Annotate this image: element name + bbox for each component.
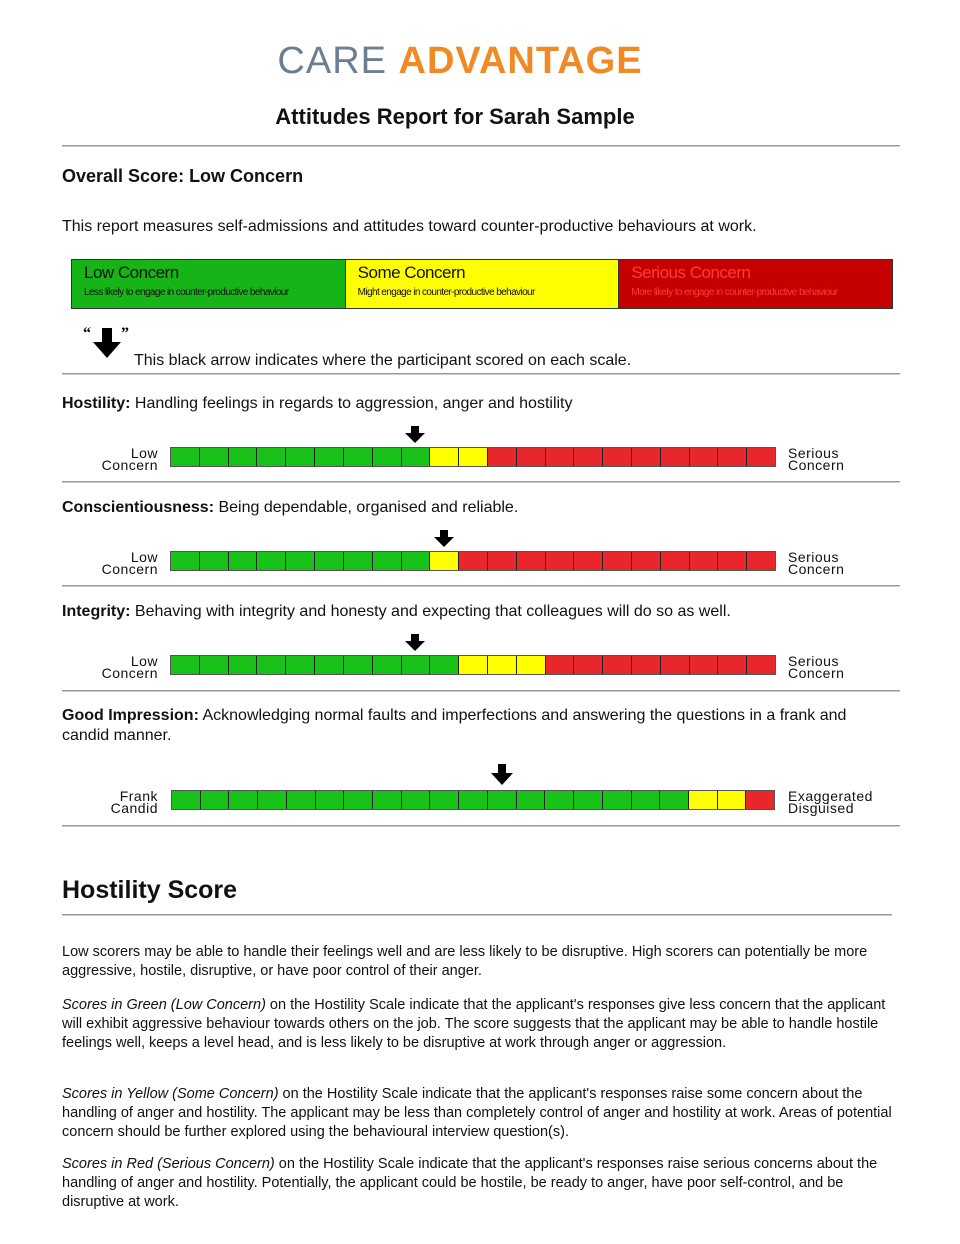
scale-description: Behaving with integrity and honesty and expecting that colleagues will do so as well. [130, 603, 731, 620]
scale-cell-red [690, 656, 719, 674]
scale-title-integrity [62, 602, 872, 622]
scale-cell-green [286, 656, 315, 674]
scale-cell-red [574, 552, 603, 570]
scale-cell-red [574, 448, 603, 466]
scale-cell-green [373, 791, 402, 809]
scale-cell-red [746, 791, 774, 809]
label-line: Candid [110, 800, 158, 816]
divider [62, 914, 892, 916]
paragraph-red [62, 1155, 902, 1212]
legend-some-concern [346, 260, 620, 308]
good-impression-scale-bar [171, 790, 775, 810]
paragraph-lead: Scores in Green (Low Concern) [62, 997, 266, 1013]
scale-name: Good Impression: [62, 707, 199, 724]
scale-cell-green [402, 552, 431, 570]
paragraph-overview [62, 943, 902, 981]
label-line: Disguised [788, 800, 854, 816]
scale-left-label [90, 551, 158, 575]
scale-cell-green [430, 656, 459, 674]
label-line: Serious [788, 445, 839, 461]
scale-cell-green [316, 791, 345, 809]
divider [62, 690, 900, 692]
legend-subtext: Less likely to engage in counter-productive behaviour [84, 287, 289, 298]
scale-cell-green [632, 791, 661, 809]
scale-cell-green [373, 656, 402, 674]
scale-cell-green [373, 552, 402, 570]
integrity-scale-bar [170, 655, 776, 675]
scale-cell-green [517, 791, 546, 809]
scale-cell-green [257, 656, 286, 674]
svg-text:”: ” [121, 326, 129, 342]
scale-cell-red [488, 448, 517, 466]
legend-subtext: Might engage in counter-productive behaviour [357, 287, 535, 298]
scale-cell-green [430, 791, 459, 809]
report-title: Attitudes Report for Sarah Sample [275, 104, 635, 129]
arrow-key-text: This black arrow indicates where the participant scored on each scale. [134, 352, 632, 369]
scale-cell-red [574, 656, 603, 674]
scale-cell-green [373, 448, 402, 466]
scale-cell-green [488, 791, 517, 809]
concern-legend [71, 259, 893, 309]
scale-cell-green [172, 791, 201, 809]
hostility-scale-bar [170, 447, 776, 467]
conscientiousness-scale-bar [170, 551, 776, 571]
scale-cell-green [171, 448, 200, 466]
scale-cell-green [257, 552, 286, 570]
scale-cell-red [603, 552, 632, 570]
scale-right-label [788, 551, 844, 575]
scale-cell-green [459, 791, 488, 809]
scale-cell-green [229, 552, 258, 570]
scale-cell-green [344, 552, 373, 570]
scale-cell-yellow [689, 791, 718, 809]
paragraph-lead: Scores in Red (Serious Concern) [62, 1156, 275, 1172]
scale-cell-red [459, 552, 488, 570]
scale-cell-green [286, 448, 315, 466]
scale-cell-green [344, 448, 373, 466]
score-arrow-icon [433, 530, 455, 548]
paragraph-lead: Scores in Yellow (Some Concern) [62, 1086, 279, 1102]
logo-care-text: CARE [277, 40, 399, 82]
scale-cell-yellow [430, 448, 459, 466]
scale-name: Integrity: [62, 603, 131, 620]
scale-cell-red [632, 448, 661, 466]
intro-text: This report measures self-admissions and attitudes toward counter-productive behaviours at work. [62, 218, 757, 235]
label-line: Concern [788, 665, 845, 681]
scale-description: Being dependable, organised and reliable. [214, 499, 519, 516]
scale-left-label [90, 447, 158, 471]
divider [62, 825, 900, 827]
scale-cell-green [287, 791, 316, 809]
label-line: Concern [101, 561, 158, 577]
label-line: Frank [119, 788, 158, 804]
scale-cell-yellow [517, 656, 546, 674]
legend-heading: Low Concern [84, 263, 179, 282]
score-arrow-icon [404, 634, 426, 652]
scale-cell-red [661, 552, 690, 570]
scale-right-label [788, 790, 873, 814]
arrow-key-icon [83, 326, 133, 362]
section-title: Hostility Score [62, 876, 238, 904]
scale-cell-red [718, 448, 747, 466]
scale-right-label [788, 655, 844, 679]
overall-score: Overall Score: Low Concern [62, 166, 304, 186]
scale-cell-red [517, 448, 546, 466]
scale-cell-red [603, 448, 632, 466]
scale-name: Conscientiousness: [62, 499, 215, 516]
divider [62, 585, 900, 587]
scale-cell-green [258, 791, 287, 809]
scale-cell-red [747, 552, 775, 570]
scale-cell-green [229, 656, 258, 674]
care-advantage-logo [0, 40, 920, 83]
paragraph-green [62, 996, 902, 1053]
scale-cell-yellow [718, 791, 747, 809]
paragraph-text: on the Hostility Scale indicate that the applicant's responses give less concern that the applicant will exhibit aggressive behaviour towards others on the job. The score suggests that the applicant may be able to handle hostile feelings well, keeps a level head, and is less likely to be disruptive at work through anger or aggression. [62, 997, 886, 1051]
label-line: Low [130, 653, 158, 669]
scale-cell-green [402, 448, 431, 466]
score-arrow-icon [491, 764, 513, 786]
legend-low-concern [72, 260, 346, 308]
paragraph-text: on the Hostility Scale indicate that the applicant's responses raise serious concerns about the handling of anger and hostility. Potentially, the applicant could be hostile, be ready to anger, have poor self-control, and be disruptive at work. [62, 1156, 878, 1210]
paragraph-text: Low scorers may be able to handle their feelings well and are less likely to be disruptive. High scorers can potentially be more aggressive, hostile, disruptive, or have poor control of their anger. [62, 944, 868, 979]
scale-cell-yellow [430, 552, 459, 570]
scale-cell-green [229, 791, 258, 809]
scale-cell-red [718, 552, 747, 570]
label-line: Serious [788, 549, 839, 565]
scale-cell-green [171, 552, 200, 570]
label-line: Concern [101, 457, 158, 473]
scale-cell-green [200, 552, 229, 570]
label-line: Low [130, 445, 158, 461]
scale-name: Hostility: [62, 395, 131, 412]
scale-cell-red [661, 656, 690, 674]
scale-cell-red [690, 448, 719, 466]
scale-cell-red [718, 656, 747, 674]
legend-serious-concern [619, 260, 892, 308]
paragraph-yellow [62, 1085, 902, 1142]
scale-cell-green [574, 791, 603, 809]
scale-cell-red [546, 552, 575, 570]
scale-cell-green [545, 791, 574, 809]
label-line: Low [130, 549, 158, 565]
scale-left-label [90, 790, 158, 814]
scale-cell-green [660, 791, 689, 809]
scale-cell-green [402, 791, 431, 809]
scale-cell-green [315, 552, 344, 570]
divider [62, 145, 900, 147]
scale-cell-green [229, 448, 258, 466]
scale-cell-green [603, 791, 632, 809]
scale-cell-red [632, 552, 661, 570]
label-line: Concern [788, 457, 845, 473]
scale-cell-green [344, 656, 373, 674]
scale-cell-red [661, 448, 690, 466]
legend-subtext: More likely to engage in counter-productive behaviour [631, 287, 838, 298]
scale-cell-red [747, 656, 775, 674]
label-line: Serious [788, 653, 839, 669]
scale-cell-red [488, 552, 517, 570]
scale-cell-red [632, 656, 661, 674]
paragraph-text: on the Hostility Scale indicate that the applicant's responses raise some concern about the handling of anger and hostility. The applicant may be less than completely control of anger and hostility at work. Areas of potential concern should be further explored using the behavioural interview question(s). [62, 1086, 892, 1140]
legend-heading: Serious Concern [631, 263, 751, 282]
scale-cell-green [200, 448, 229, 466]
scale-cell-green [286, 552, 315, 570]
scale-cell-red [546, 656, 575, 674]
scale-cell-red [747, 448, 775, 466]
scale-cell-green [315, 448, 344, 466]
label-line: Exaggerated [788, 788, 873, 804]
scale-cell-green [257, 448, 286, 466]
legend-heading: Some Concern [357, 263, 466, 282]
scale-cell-green [171, 656, 200, 674]
scale-cell-green [200, 656, 229, 674]
scale-description: Acknowledging normal faults and imperfections and answering the questions in a frank and candid manner. [62, 707, 847, 744]
scale-cell-red [546, 448, 575, 466]
scale-title-conscientiousness [62, 498, 872, 518]
scale-cell-yellow [488, 656, 517, 674]
scale-left-label [90, 655, 158, 679]
scale-cell-green [315, 656, 344, 674]
scale-title-hostility [62, 394, 872, 414]
label-line: Concern [101, 665, 158, 681]
scale-cell-red [517, 552, 546, 570]
scale-description: Handling feelings in regards to aggression, anger and hostility [130, 395, 573, 412]
scale-cell-red [603, 656, 632, 674]
scale-cell-red [690, 552, 719, 570]
scale-cell-green [402, 656, 431, 674]
scale-right-label [788, 447, 844, 471]
scale-cell-yellow [459, 448, 488, 466]
scale-title-good-impression [62, 706, 872, 746]
scale-cell-green [201, 791, 230, 809]
score-arrow-icon [404, 426, 426, 444]
label-line: Concern [788, 561, 845, 577]
scale-cell-green [344, 791, 373, 809]
logo-advantage-text: ADVANTAGE [398, 40, 643, 82]
divider [62, 481, 900, 483]
scale-cell-yellow [459, 656, 488, 674]
divider [62, 373, 900, 375]
svg-text:“: “ [83, 326, 91, 342]
